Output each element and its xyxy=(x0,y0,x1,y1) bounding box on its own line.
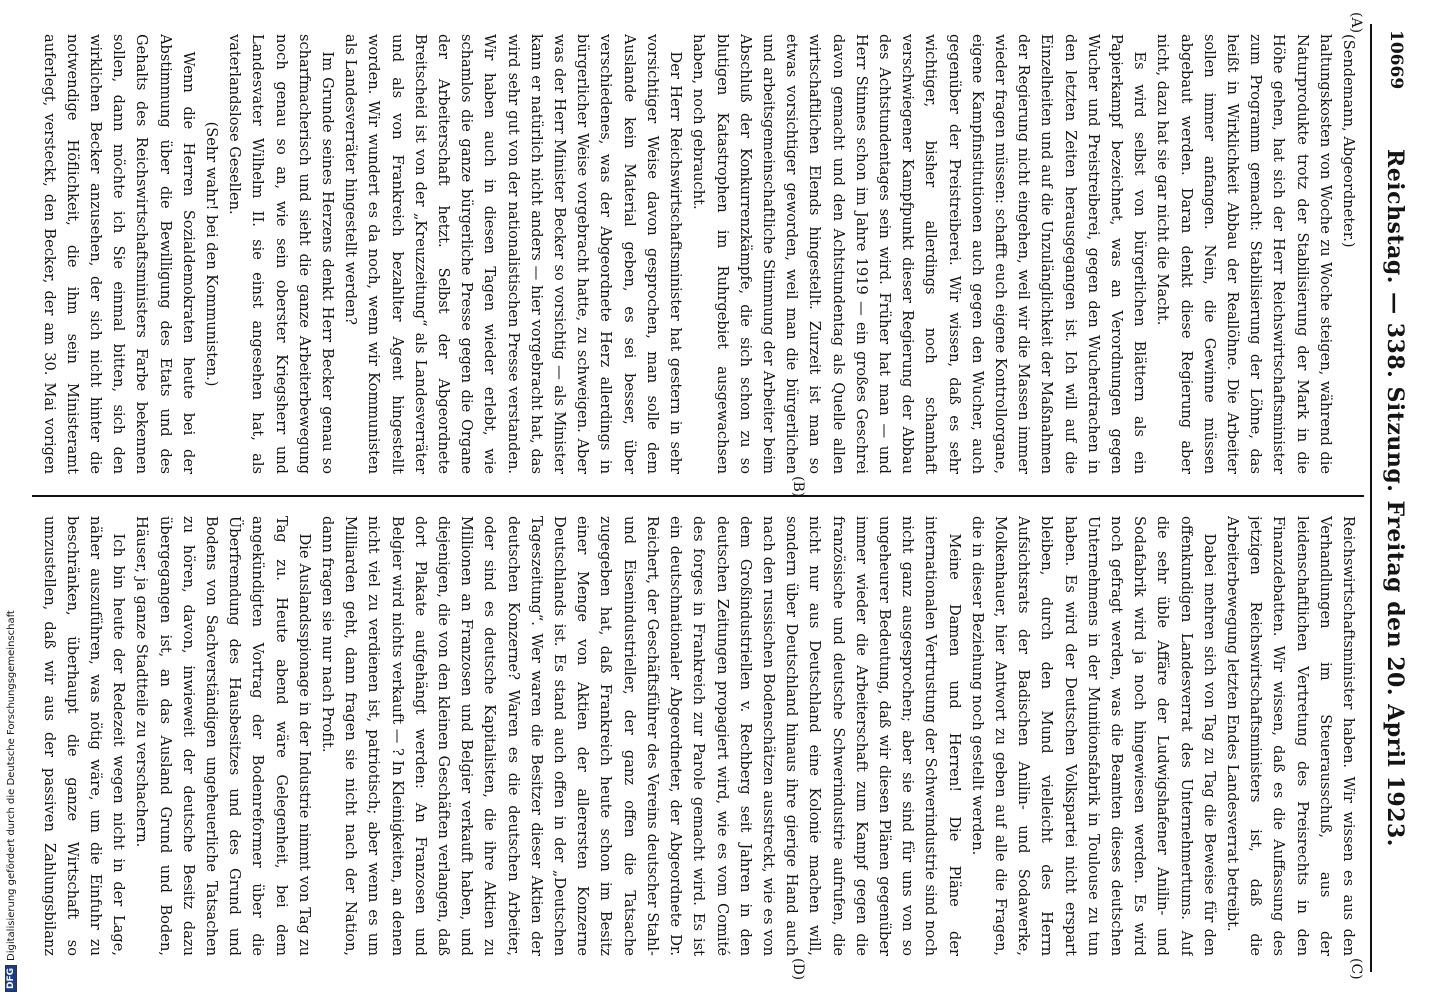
paragraph: Im Grunde seines Herzens denkt Herr Becker genau so scharfmacherisch und sieht die ganze Arbeiterbewegung noch genau so an, wie sein oberster Kriegsherr und Landesvater Wilhelm II. sie einst angesehen hat, als vaterlandslose Gesellen. xyxy=(226,34,337,474)
margin-mark-b: (B) xyxy=(790,476,806,498)
page-header xyxy=(1370,24,1418,972)
paragraph: Die Auslandsspionage in der Industrie nimmt von Tag zu Tag zu. Heute abend wäre Gelegenheit, bei dem angekündigten Vortrag der Bodenreformer über die Überfremdung des Hausbesitzes und des Grund und Bodens von Sachverständigen ungeheuerliche Tatsachen zu hören, davon, inwieweit der deutsche Besitz dazu übergegangen ist, an das Ausland Grund und Boden, Häuser, ja ganze Stadtteile zu verschachern. xyxy=(133,516,313,956)
paragraph: Es wird selbst von bürgerlichen Blättern als ein Papierkampf bezeichnet, was an Verordnungen gegen Wucher und Preistreiberei, gegen den Wucherdrachen in den letzten Zeiten herausgegangen ist. Ich will auf die Einzelheiten und auf die Unzulänglichkeit der Maßnahmen der Regierung nicht eingehen, weil wir die Massen immer wieder fragen müssen: schafft euch eigene Kontrollorgane, eigene Kampfinstitutionen auch gegen den Wucher, auch gegenüber der Preistreiberei. Wir wissen, daß es sehr wichtiger, bisher allerdings noch schamhaft verschwiegener Kampfpunkt dieser Regierung der Abbau des Achtstundentages sein wird. Früher hat man — und Herr Stinnes schon im Jahre 1919 — ein großes Geschrei davon gemacht und den Achtstundentag als Quelle allen wirtschaftlichen Elends hingestellt. Zurzeit ist man so etwas vorsichtiger geworden, weil man die bürgerlichen und arbeitsgemeinschaftliche Stimmung der Arbeiter beim Abschluß der Konkurrenzkämpfe, die sich schon zu so blutigen Katastrophen im Ruhrgebiet ausgewachsen haben, noch gebraucht. xyxy=(690,34,1149,474)
paragraph: Ich bin heute der Redezeit wegen nicht in der Lage, näher auszuführen, was nötig wäre, um die Einfuhr zu beschränken, überhaupt die ganze Wirtschaft so umzustellen, daß wir aus der passiven Zahlungsbilanz xyxy=(40,516,128,956)
left-text-column xyxy=(34,34,1360,474)
margin-mark-a: (A) xyxy=(1348,12,1364,34)
interjection: (Sehr wahr! bei den Kommunisten.) xyxy=(203,121,221,387)
column-divider xyxy=(32,495,1364,497)
speaker-line: (Sendemann, Abgeordneter.) xyxy=(1340,34,1357,248)
paragraph: Wenn die Herren Sozialdemokraten heute bei der Abstimmung über die Bewilligung des Etats und des Gehalts des Reichswirtschaftsministers Farbe bekennen sollen, dann möchte ich Sie einmal bitten, sich den wirklichen Becker anzusehen, der sich nicht hinter die notwendige Höflichkeit, die ihm sein Ministeramt auferlegt, versteckt, den Becker, der am 30. Mai vorigen xyxy=(40,34,197,474)
paragraph: Der Herr Reichswirtschaftsminister hat gestern in sehr vorsichtiger Weise davon gesprochen, man solle dem Auslande kein Material geben, es sei besser, über verschiedenes, was der Abgeordnete Herz allerdings in bürgerlicher Weise vorgebracht hatte, zu schweigen. Aber was der Herr Minister Becker so vorsichtig — als Minister kann er natürlich nicht anders — hier vorgebracht hat, das wird sehr gut von der nationalistischen Presse verstanden. Wir haben auch in diesen Tagen wieder erlebt, wie schamlos die ganze bürgerliche Presse gegen die Organe der Arbeiterschaft hetzt. Selbst der Abgeordnete Breitscheid ist von der „Kreuzzeitung“ als Landesverräter und als von Frankreich bezahlter Agent hingestellt worden. Wir wundert es da noch, wenn wir Kommunisten als Landesverräter hingestellt werden? xyxy=(342,34,685,474)
digitization-credit: Digitalisierung gefördert durch die Deutsche Forschungsgemeinschaft xyxy=(5,610,17,961)
paragraph: Reichswirtschaftsminister haben. Wir wissen es aus den Verhandlungen im Steuerausschuß, aus der leidenschaftlichen Vertretung des Preisrechts in den Finanzdebatten. Wir wissen, daß es die Auffassung des jetzigen Reichswirtschaftsministers ist, daß die Arbeiterbewegung letzten Endes Landesverrat betreibt. xyxy=(1223,516,1357,956)
paragraph: Dabei mehren sich von Tag zu Tag die Beweise für den offenkundigen Landesverrat des Unternehmertums. Auf die sehr üble Affäre der Ludwigshafener Anilin- und Sodafabrik wird ja noch hingewiesen werden. Es wird noch gefragt werden, was die Beamten dieses deutschen Unternehmens in der Munitionsfabrik in Toulouse zu tun haben. Es wird der Deutschen Volkspartei nicht erspart bleiben, durch den Mund vielleicht des Herrn Aufsichtsrats der Badischen Anilin- und Sodawerke, Molkenhauer, hier Antwort zu geben auf alle die Fragen, die in dieser Beziehung noch gestellt werden. xyxy=(968,516,1218,956)
page-title: Reichstag. — 338. Sitzung. Freitag den 20. April 1923. xyxy=(1382,149,1408,847)
margin-mark-c: (C) xyxy=(1348,958,1364,980)
margin-mark-d: (D) xyxy=(790,958,806,981)
page-number: 10669 xyxy=(1386,30,1406,90)
dfg-logo: DFG xyxy=(5,965,17,992)
digitization-credit-strip xyxy=(2,8,20,992)
newspaper-page xyxy=(24,8,1426,992)
scanned-page-frame xyxy=(24,8,1426,992)
right-text-column xyxy=(34,516,1360,956)
paragraph: Meine Damen und Herren! Die Pläne der internationalen Vertrustung der Schwerindustrie sind noch nicht ganz ausgesprochen; aber sie sind für uns von so ungeheurer Bedeutung, daß wir diesen Plänen gegenüber immer wieder die Arbeiterschaft zum Kampf gegen die französische und deutsche Schwerindustrie aufrufen, die nicht nur aus Deutschland eine Kolonie machen will, sondern über Deutschland hinaus ihre gierige Hand auch nach den russischen Bodenschätzen ausstreckt, wie es von dem Großindustriellen v. Rechberg seit Jahren in den deutschen Zeitungen propagiert wird, wie es vom Comité des forges in Frankreich zur Parole gemacht wird. Es ist ein deutschnationaler Abgeordneter, der Abgeordnete Dr. Reichert, der Geschäftsführer des Vereins deutscher Stahl- und Eisenindustrieller, der ganz offen die Tatsache zugegeben hat, daß Frankreich heute schon im Besitz einer Menge von Aktien der allerersten Konzerne Deutschlands ist. Es stand auch offen in der „Deutschen Tageszeitung“. Wer waren die Besitzer dieser Aktien der deutschen Konzerne? Waren es die deutschen Arbeiter, oder sind es deutsche Kapitalisten, die ihre Aktien zu Millionen an Franzosen und Belgier verkauft haben, und diejenigen, die von den kleinen Geschäften verlangen, daß dort Plakate aufgehängt werden: An Franzosen und Belgier wird nichts verkauft — ? In Kleinigkeiten, an denen nicht viel zu verdienen ist, patriotisch; aber wenn es um Milliarden geht, dann fragen sie nicht nach der Nation, dann fragen sie nur nach Profit. xyxy=(319,516,963,956)
paragraph: haltungskosten von Woche zu Woche steigen, während die Naturprodukte trotz der Stabilisierung der Mark in die Höhe gehen, hat sich der Herr Reichswirtschaftsminister zum Programm gemacht: Stabilisierung der Löhne, das heißt in Wirklichkeit Abbau der Reallöhne. Die Arbeiter sollen immer anfangen. Nein, die Gewinne müssen abgebaut werden. Daran denkt diese Regierung aber nicht, dazu hat sie gar nicht die Macht. xyxy=(1154,34,1334,474)
